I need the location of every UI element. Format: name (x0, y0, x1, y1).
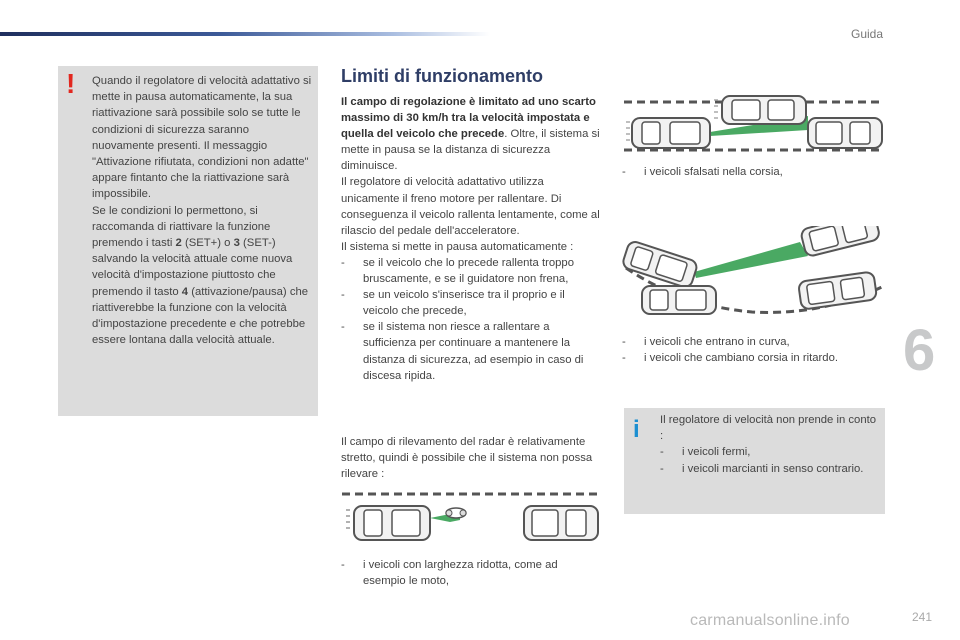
list-item (341, 319, 603, 383)
list-item (622, 350, 884, 366)
warning-paragraph-2: Se le condizioni lo permettono, si raccomanda di riattivare la funzione premendo i tasti (92, 204, 271, 250)
list-item-text: se il veicolo che lo precede rallenta troppo bruscamente, e se il guidatore non frena, (363, 256, 575, 286)
key-3-label: 3 (233, 237, 240, 250)
list-dash: - (341, 559, 345, 571)
engine-brake-paragraph: Il regolatore di velocità adattativo utilizza unicamente il freno motore per rallentare. Di conseguenza il veicolo rallenta lentamente, come al rilascio del pedale dell'acceleratore. (341, 176, 600, 237)
intro-paragraph-text: . Oltre, il sistema si mette in pausa se la distanza di sicurezza diminuisce. (341, 128, 600, 173)
page-number: 241 (912, 610, 933, 624)
auto-pause-paragraph: Il sistema si mette in pausa automaticamente : (341, 240, 574, 253)
curve-caption (622, 334, 884, 366)
moto-caption (341, 557, 603, 589)
list-item (622, 164, 884, 180)
warning-paragraph-1: Quando il regolatore di velocità adattativo si mette in pausa automaticamente, la sua riattivazione sarà possibile solo se tutte le condizioni di sicurezza saranno nuovamente presenti. Il messaggio "Attivazione rifiutata, condizioni non adatte" appare fintanto che la riattivazione sarà impossibile. (92, 75, 312, 201)
warning-text-fragment: (attivazione/pausa) che riattiverebbe la funzione con la velocità d'impostazione precedente e che potrebbe essere lontana dalla velocità attuale. (92, 285, 309, 347)
warning-text (92, 73, 314, 348)
list-dash: - (341, 289, 345, 302)
watermark-text: carmanualsonline.info (690, 612, 850, 629)
list-dash: - (341, 321, 345, 334)
list-dash: - (622, 166, 626, 178)
info-text (660, 412, 882, 477)
list-item-text: i veicoli che cambiano corsia in ritardo. (644, 352, 839, 364)
motorcycle-illustration (340, 488, 602, 548)
list-dash: - (660, 462, 664, 475)
offset-vehicles-illustration (622, 92, 886, 154)
warning-exclamation-icon: ! (66, 68, 76, 99)
list-item-text: i veicoli fermi, (682, 446, 751, 459)
info-icon: i (633, 416, 640, 443)
list-item (660, 444, 882, 460)
list-item (341, 287, 603, 319)
key-2-label: 2 (175, 237, 182, 250)
list-item-text: se un veicolo s'inserisce tra il proprio e il veicolo che precede, (363, 289, 565, 318)
key-4-label: 4 (181, 285, 189, 298)
list-item-text: i veicoli marcianti in senso contrario. (682, 462, 864, 475)
list-item (341, 557, 603, 589)
list-item-text: i veicoli che entrano in curva, (644, 336, 790, 348)
intro-paragraph (341, 94, 603, 174)
list-item (341, 255, 603, 287)
curve-vehicles-illustration (622, 226, 886, 334)
list-dash: - (622, 352, 626, 364)
warning-text-fragment: (SET+) o (181, 237, 234, 250)
page-title: Limiti di funzionamento (341, 66, 543, 86)
list-dash: - (341, 256, 345, 269)
list-dash: - (660, 446, 664, 459)
list-item-text: i veicoli sfalsati nella corsia, (644, 166, 783, 178)
offset-caption (622, 164, 884, 180)
list-item-text: i veicoli con larghezza ridotta, come ad esempio le moto, (363, 559, 558, 587)
intro-bold-text: Il campo di regolazione è limitato ad uno scarto massimo di 30 km/h tra la velocità impostata e quella del veicolo che precede (341, 96, 596, 141)
info-intro: Il regolatore di velocità non prende in conto : (660, 414, 877, 443)
list-item (622, 334, 884, 350)
radar-paragraph: Il campo di rilevamento del radar è relativamente stretto, quindi è possibile che il sistema non possa rilevare : (341, 436, 593, 481)
header-gradient-bar (0, 32, 490, 36)
list-item (660, 461, 882, 477)
chapter-number: 6 (903, 318, 936, 383)
warning-text-fragment: (SET-) salvando la velocità attuale come nuova velocità d'impostazione piuttosto che premendo il tasto (92, 237, 293, 298)
list-item-text: se il sistema non riesce a rallentare a sufficienza per continuare a mantenere la distanza di sicurezza, ad esempio in caso di discesa ripida. (363, 321, 584, 382)
list-dash: - (622, 336, 626, 348)
main-text (341, 94, 603, 384)
section-title: Guida (851, 27, 884, 41)
